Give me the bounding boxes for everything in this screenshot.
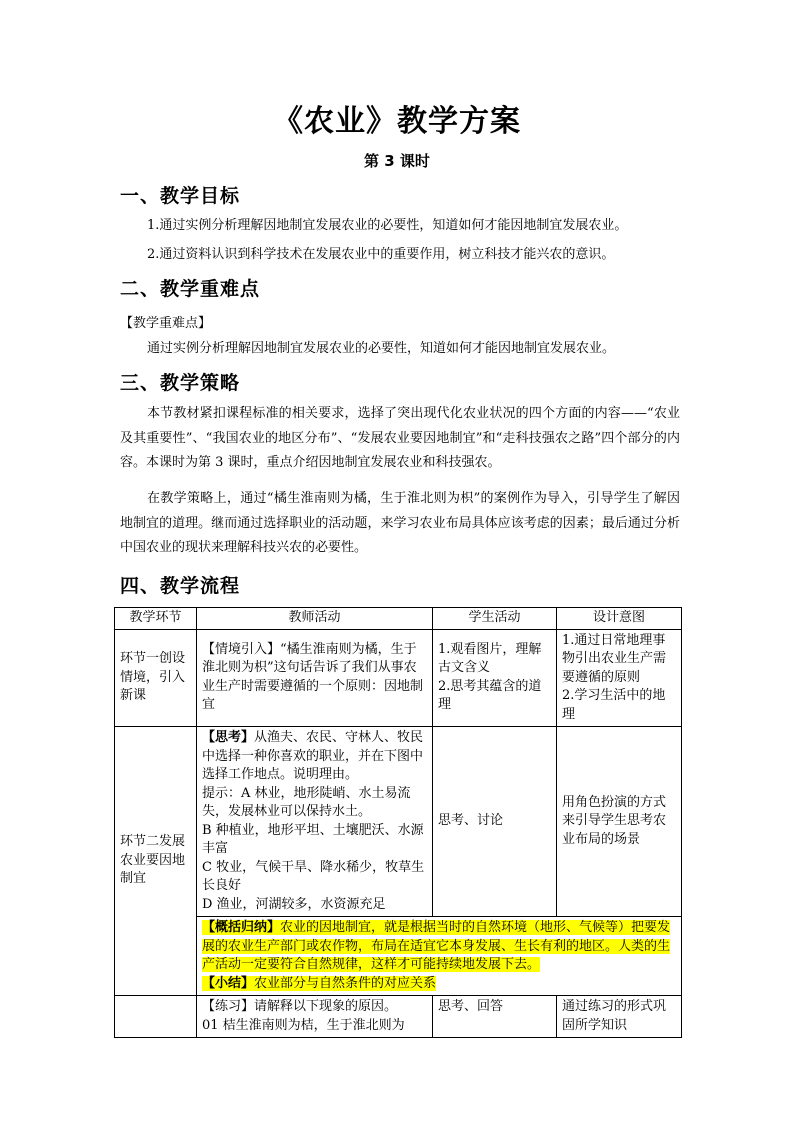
header-intent: 设计意图 xyxy=(557,608,682,630)
objective-2: 2.通过资料认识到科学技术在发展农业中的重要作用，树立科技才能兴农的意识。 xyxy=(147,247,615,262)
summary-cell xyxy=(197,917,682,996)
exercise-title: 【练习】请解释以下现象的原因。 xyxy=(202,999,398,1014)
table-row xyxy=(115,996,682,1038)
key-points-text: 通过实例分析理解因地制宜发展农业的必要性，知道如何才能因地制宜发展农业。 xyxy=(147,341,616,356)
header-teacher: 教师活动 xyxy=(197,608,433,630)
hint-d: D 渔业，河湖较多，水资源充足 xyxy=(202,896,386,912)
teacher-cell: 【情境引入】“橘生淮南则为橘，生于淮北则为枳”这句话告诉了我们从事农业生产时需要遵循的一个原则：因地制宜 xyxy=(197,629,433,727)
stage-cell: 环节一创设情境，引入新课 xyxy=(115,629,197,727)
conclusion-label: 【小结】 xyxy=(202,975,255,991)
intent-cell: 通过练习的形式巩固所学知识 xyxy=(557,996,682,1038)
header-student: 学生活动 xyxy=(433,608,557,630)
hint-a: 提示：A 林业，地形陡峭、水土易流失，发展林业可以保持水土。 xyxy=(202,785,411,819)
heading-objectives: 一、教学目标 xyxy=(120,185,241,207)
intent-cell: 1.通过日常地理事物引出农业生产需要遵循的原则 2.学习生活中的地理 xyxy=(557,629,682,727)
lesson-period: 第 3 课时 xyxy=(364,152,430,170)
document-title: 《农业》教学方案 xyxy=(273,104,521,139)
summary-text: 农业的因地制宜，就是根据当时的自然环境（地形、气候等）把要发展的农业生产部门或农作物，布局在适宜它本身发展、生长有利的地区。人类的生产活动一定要符合自然规律，这样才可能持续地发展下去。 xyxy=(202,920,671,972)
think-label: 【思考】 xyxy=(202,730,255,745)
heading-process: 四、教学流程 xyxy=(120,575,241,597)
student-cell: 思考、讨论 xyxy=(433,727,557,917)
stage-cell-empty xyxy=(115,996,197,1038)
hint-c: C 牧业，气候干旱、降水稀少，牧草生长良好 xyxy=(202,859,425,893)
teacher-cell xyxy=(197,996,433,1038)
strategy-paragraph-1: 本节教材紧扣课程标准的相关要求，选择了突出现代化农业状况的四个方面的内容——“农业及其重要性”、“我国农业的地区分布”、“发展农业要因地制宜”和“走科技强农之路”四个部分的内容。本课时为第 3 课时，重点介绍因地制宜发展农业和科技强农。 xyxy=(120,406,680,470)
exercise-item: 01 桔生淮南则为桔，生于淮北则为 xyxy=(202,1017,405,1033)
objective-1: 1.通过实例分析理解因地制宜发展农业的必要性，知道如何才能因地制宜发展农业。 xyxy=(147,218,628,233)
summary-label: 【概括归纳】 xyxy=(202,920,281,935)
key-points-label: 【教学重难点】 xyxy=(120,316,212,331)
think-text: 从渔夫、农民、守林人、牧民中选择一种你喜欢的职业，并在下图中选择工作地点。说明理由。 xyxy=(202,730,424,782)
table-row xyxy=(115,727,682,917)
teacher-cell xyxy=(197,727,433,917)
heading-key-points: 二、教学重难点 xyxy=(120,278,261,300)
conclusion-text: 农业部分与自然条件的对应关系 xyxy=(254,975,437,991)
student-cell: 思考、回答 xyxy=(433,996,557,1038)
table-row xyxy=(115,629,682,727)
hint-b: B 种植业，地形平坦、土壤肥沃、水源丰富 xyxy=(202,822,424,856)
student-cell: 1.观看图片，理解古文含义 2.思考其蕴含的道理 xyxy=(433,629,557,727)
header-stage: 教学环节 xyxy=(115,608,197,630)
table-header-row xyxy=(115,608,682,630)
heading-strategy: 三、教学策略 xyxy=(120,372,241,394)
intent-cell: 用角色扮演的方式来引导学生思考农业布局的场景 xyxy=(557,727,682,917)
teaching-process-table xyxy=(114,607,682,1038)
table-row xyxy=(115,917,682,996)
stage-cell: 环节二发展农业要因地制宜 xyxy=(115,727,197,996)
strategy-paragraph-2: 在教学策略上，通过“橘生淮南则为橘，生于淮北则为枳”的案例作为导入，引导学生了解因地制宜的道理。继而通过选择职业的活动题，来学习农业布局具体应该考虑的因素；最后通过分析中国农业的现状来理解科技兴农的必要性。 xyxy=(120,491,680,555)
